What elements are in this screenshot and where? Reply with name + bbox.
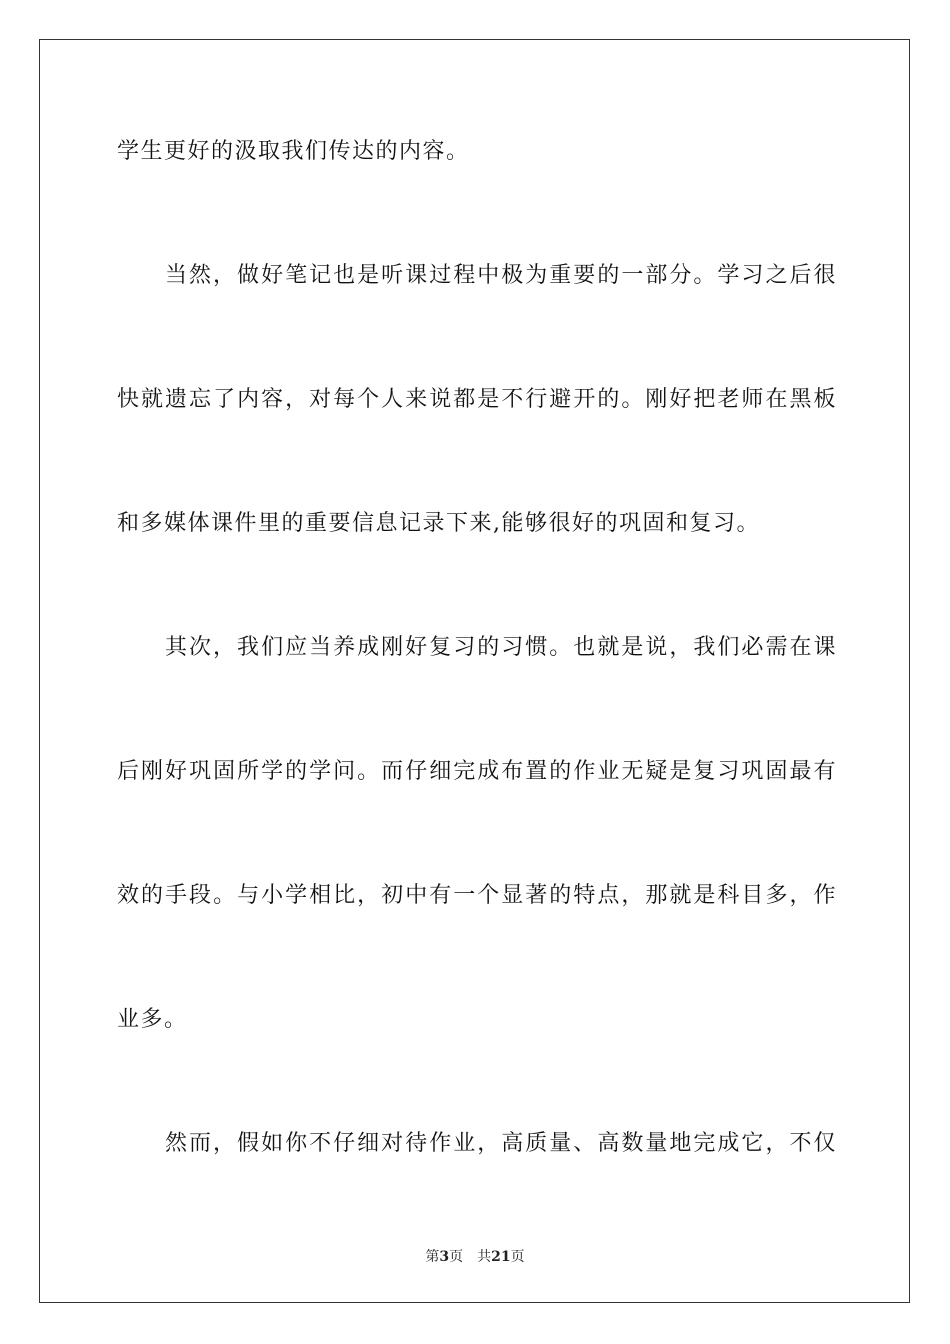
footer-total-suffix: 页 [510, 1249, 525, 1265]
page-footer [0, 1247, 950, 1267]
paragraph-start-homework: 然而，假如你不仔细对待作业，高质量、高数量地完成它，不仅 [165, 1131, 837, 1156]
text-line-4: 和多媒体课件里的重要信息记录下来,能够很好的巩固和复习。 [117, 511, 760, 536]
text-line-1: 学生更好的汲取我们传达的内容。 [117, 139, 470, 164]
text-line-6: 后刚好巩固所学的学问。而仔细完成布置的作业无疑是复习巩固最有 [117, 759, 837, 784]
footer-page-prefix: 第 [425, 1249, 440, 1265]
text-line-3: 快就遗忘了内容，对每个人来说都是不行避开的。刚好把老师在黑板 [117, 387, 837, 412]
text-line-7: 效的手段。与小学相比，初中有一个显著的特点，那就是科目多，作 [117, 883, 837, 908]
paragraph-start-review: 其次，我们应当养成刚好复习的习惯。也就是说，我们必需在课 [165, 635, 837, 660]
footer-page-suffix: 页 [449, 1249, 464, 1265]
footer-total-pages: 21 [491, 1249, 511, 1265]
footer-total-prefix: 共 [477, 1249, 492, 1265]
paragraph-start-notes: 当然，做好笔记也是听课过程中极为重要的一部分。学习之后很 [165, 263, 837, 288]
footer-page-number: 3 [439, 1249, 450, 1265]
page-border [39, 39, 910, 1303]
text-line-8: 业多。 [117, 1007, 188, 1032]
